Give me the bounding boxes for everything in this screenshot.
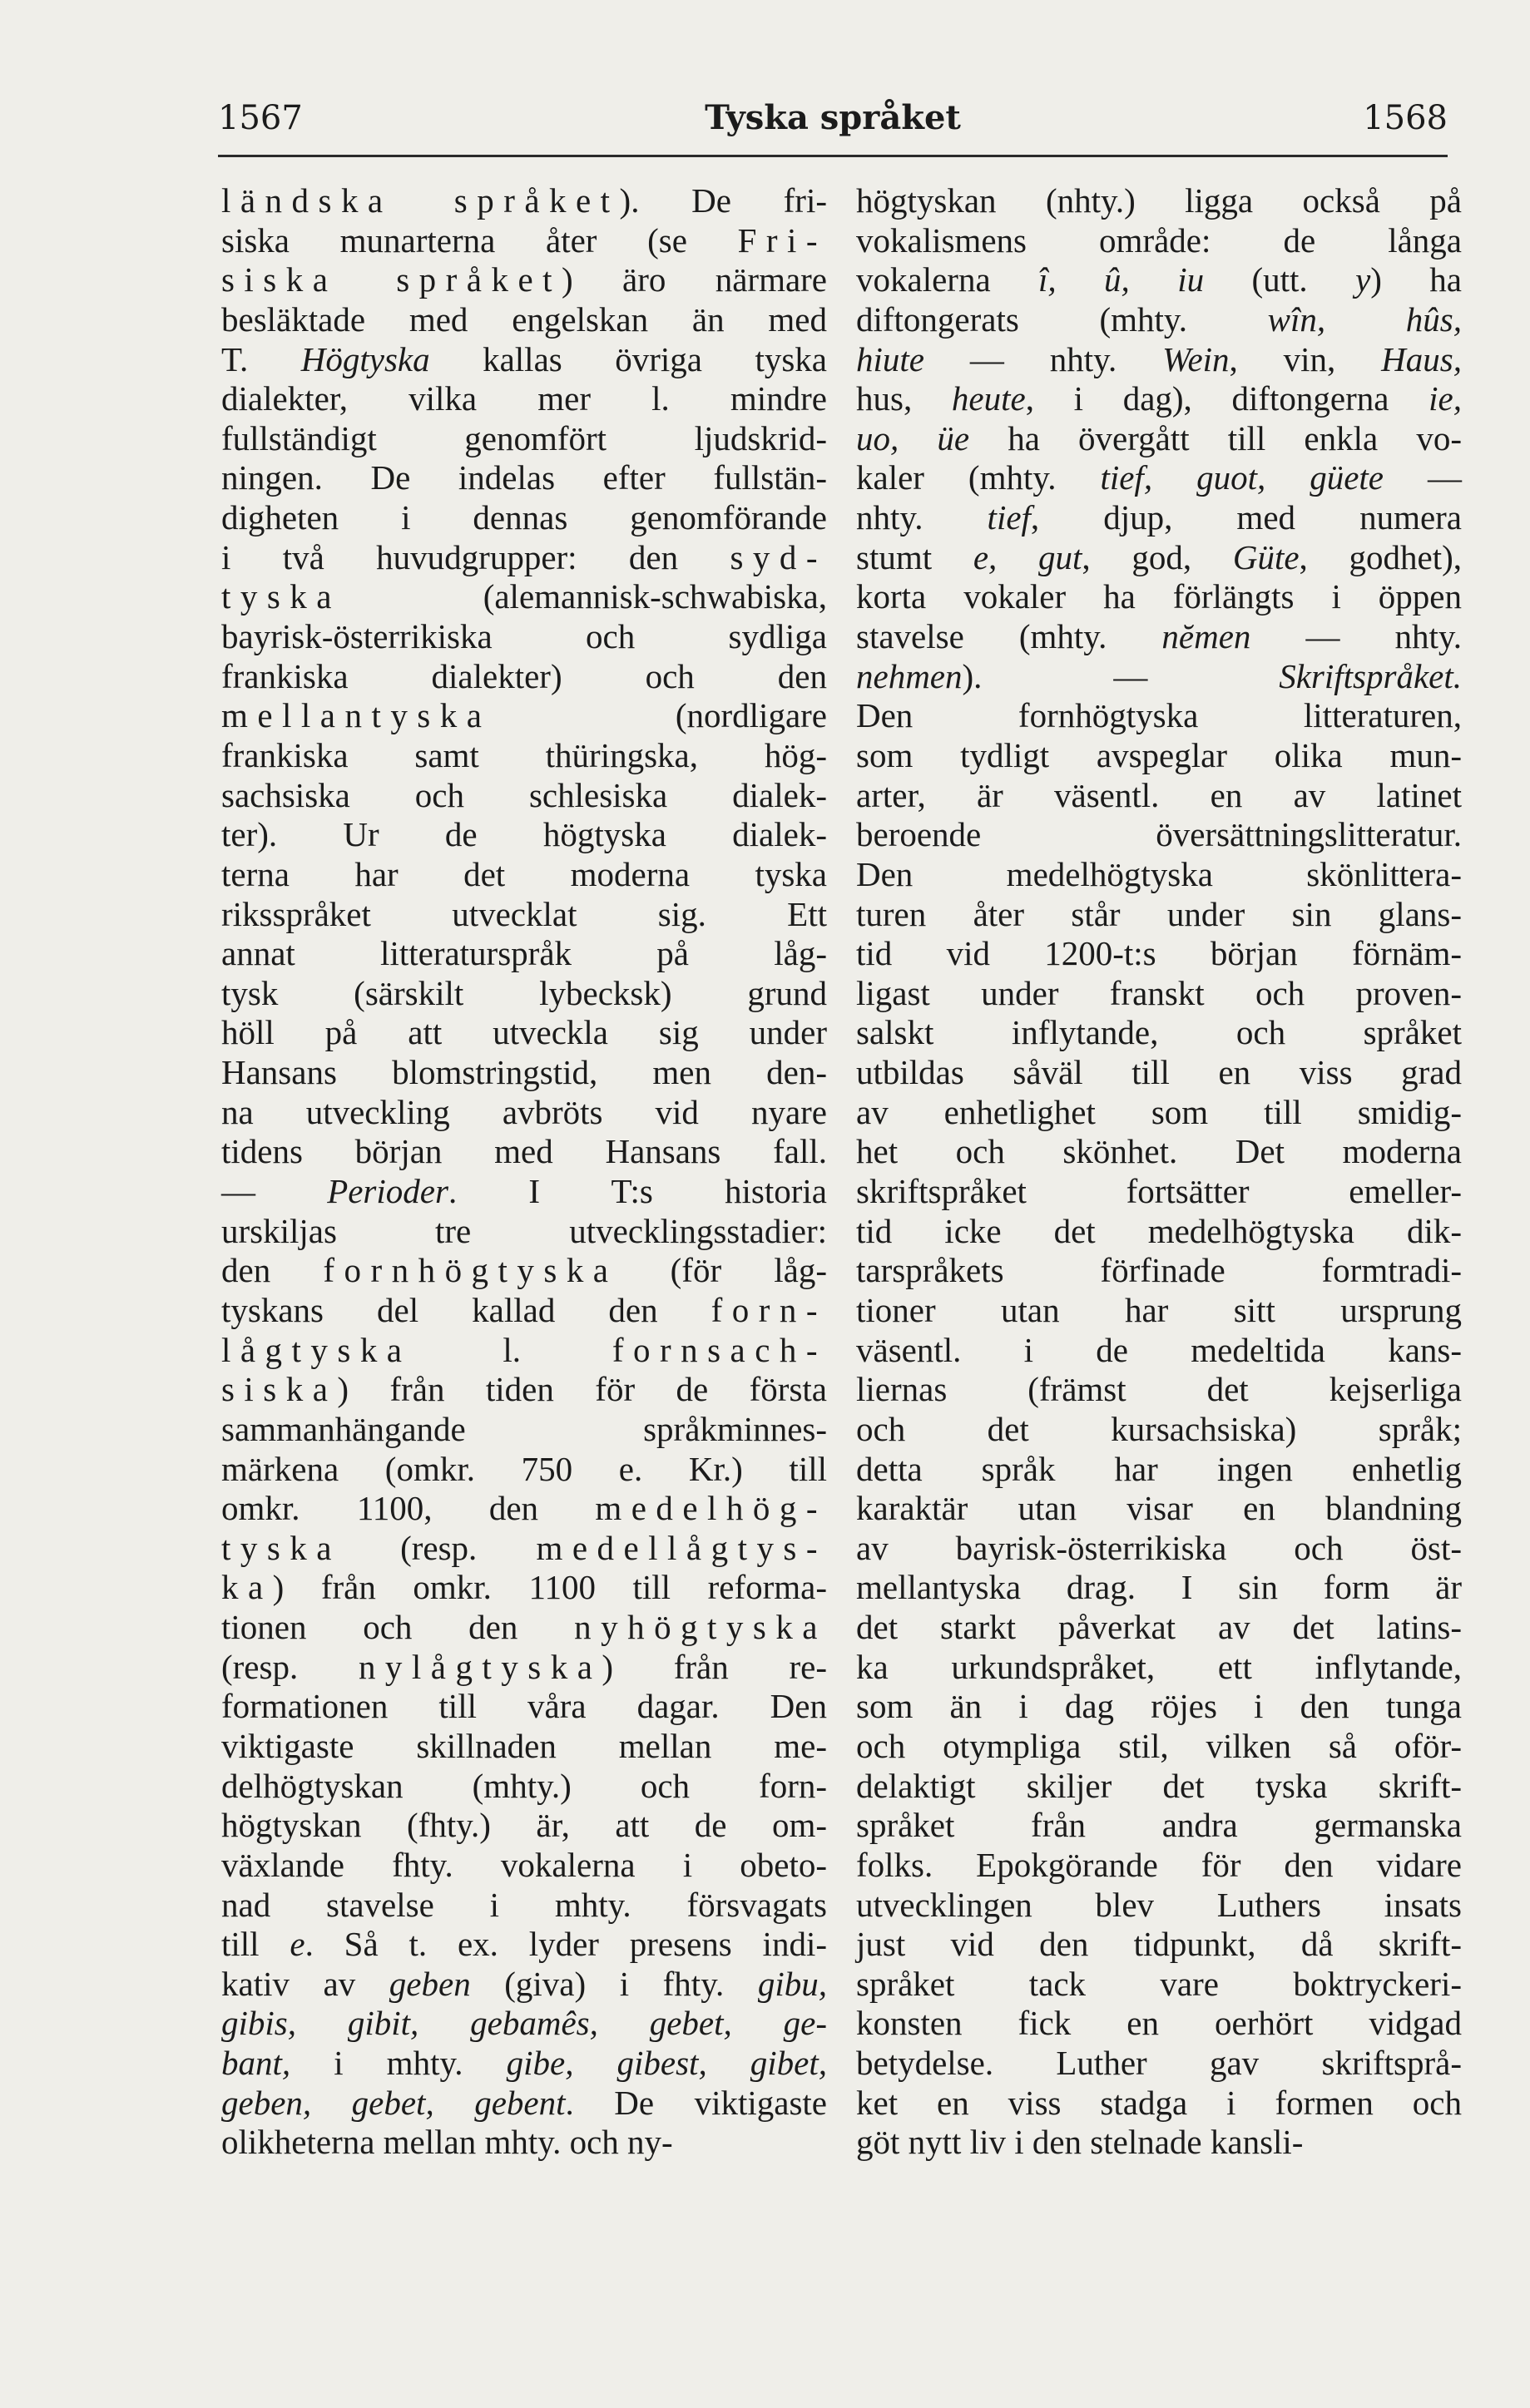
text-line: [856, 617, 1462, 657]
text-segment: ) ha: [1370, 260, 1463, 299]
text-segment: betydelse. Luther gav skriftsprå-: [856, 2044, 1462, 2083]
text-line: [221, 181, 827, 221]
text-line: [856, 1053, 1462, 1093]
text-segment: e: [290, 1925, 305, 1964]
text-segment: Skriftspråket.: [1279, 656, 1462, 695]
text-line: [221, 538, 827, 578]
text-segment: stumt: [856, 537, 973, 576]
text-segment: gibu,: [757, 1964, 827, 2003]
text-line: [856, 657, 1462, 697]
text-segment: tionen och den: [221, 1608, 575, 1647]
text-segment: riksspråket utvecklat sig. Ett: [221, 894, 827, 933]
text-segment: språket tack vare boktryckeri-: [856, 1964, 1462, 2003]
text-line: [221, 340, 827, 380]
text-line: [221, 1093, 827, 1133]
text-segment: nhty.: [856, 498, 988, 537]
text-segment: tid icke det medelhögtyska dik-: [856, 1211, 1462, 1250]
text-segment: den: [221, 1251, 324, 1290]
text-line: [856, 1886, 1462, 1926]
text-segment: tyska: [221, 577, 341, 616]
text-line: [221, 776, 827, 816]
text-line: [221, 1331, 827, 1371]
right-column: [856, 181, 1462, 2163]
text-segment: växlande fhty. vokalerna i obeto-: [221, 1845, 827, 1884]
text-segment: , god,: [1082, 537, 1233, 576]
text-segment: tyska: [221, 1528, 341, 1567]
text-segment: besläktade med engelskan än med: [221, 299, 827, 339]
text-line: [221, 379, 827, 419]
text-segment: utvecklingen blev Luthers insats: [856, 1885, 1462, 1924]
text-segment: konsten fick en oerhört vidgad: [856, 2004, 1462, 2043]
text-line: [856, 974, 1462, 1014]
text-segment: Haus,: [1381, 339, 1462, 378]
text-line: [856, 419, 1462, 459]
text-segment: gibis, gibit, gebamês, gebet, ge-: [221, 2004, 827, 2043]
text-line: [856, 1727, 1462, 1767]
text-segment: hiute: [856, 339, 924, 378]
text-line: [856, 340, 1462, 380]
text-segment: (giva) i fhty.: [470, 1964, 758, 2003]
text-segment: bant,: [221, 2044, 291, 2083]
text-segment: . Så t. ex. lyder presens indi-: [305, 1925, 827, 1964]
text-segment: bayrisk-österrikiska och sydliga: [221, 617, 827, 656]
text-line: [221, 419, 827, 459]
text-segment: medelhög-: [595, 1489, 827, 1528]
text-segment: ie,: [1428, 379, 1462, 418]
text-segment: medellågtys-: [536, 1528, 827, 1567]
text-segment: salskt inflytande, och språket: [856, 1013, 1462, 1052]
text-line: [856, 538, 1462, 578]
text-line: [856, 1648, 1462, 1688]
text-segment: î, û, iu: [1038, 260, 1205, 299]
text-line: [856, 934, 1462, 974]
text-segment: utbildas såväl till en viss grad: [856, 1053, 1462, 1092]
text-line: [221, 1687, 827, 1727]
text-line: [856, 221, 1462, 261]
text-segment: ) äro närmare: [562, 260, 828, 299]
text-line: [856, 1925, 1462, 1965]
text-segment: tioner utan har sitt ursprung: [856, 1290, 1462, 1329]
text-segment: tief, guot, güete: [1100, 458, 1384, 497]
text-segment: Wein: [1162, 339, 1230, 378]
text-segment: l.: [411, 1330, 612, 1369]
text-segment: nehmen: [856, 656, 963, 695]
text-segment: nylågtyska: [358, 1647, 602, 1686]
text-segment: nyhögtyska: [574, 1608, 827, 1647]
text-line: [221, 1172, 827, 1212]
text-line: [221, 1251, 827, 1291]
text-line: [856, 1450, 1462, 1490]
text-segment: (resp.: [221, 1647, 359, 1686]
text-segment: , i dag), diftongerna: [1025, 379, 1429, 418]
text-segment: dialekter, vilka mer l. mindre: [221, 379, 827, 418]
text-segment: omkr. 1100, den: [221, 1489, 596, 1528]
text-segment: terna har det moderna tyska: [221, 854, 827, 893]
text-segment: — nhty.: [923, 339, 1163, 378]
text-segment: ) från tiden för de första: [337, 1370, 827, 1409]
text-segment: till: [221, 1925, 290, 1964]
text-line: [856, 260, 1462, 300]
text-segment: annat litteraturspråk på låg-: [221, 934, 827, 973]
text-line: [856, 1093, 1462, 1133]
text-segment: hus,: [856, 379, 952, 418]
text-line: [221, 1489, 827, 1529]
text-segment: delaktigt skiljer det tyska skrift-: [856, 1766, 1462, 1805]
text-segment: frankiska dialekter) och den: [221, 656, 827, 695]
text-segment: mellantyska drag. I sin form är: [856, 1568, 1462, 1607]
text-segment: tysk (särskilt lybecksk) grund: [221, 973, 827, 1012]
text-line: [856, 1529, 1462, 1569]
text-line: [856, 1172, 1462, 1212]
text-segment: skriftspråket fortsätter emeller-: [856, 1172, 1462, 1211]
text-segment: detta språk har ingen enhetlig: [856, 1449, 1462, 1488]
text-segment: wîn, hûs,: [1267, 299, 1462, 339]
text-segment: Högtyska: [300, 339, 430, 378]
text-segment: ländska språket: [221, 181, 620, 220]
text-line: [856, 1212, 1462, 1252]
left-column: [221, 181, 827, 2163]
text-segment: na utveckling avbröts vid nyare: [221, 1092, 827, 1131]
text-segment: diftongerats (mhty.: [856, 299, 1268, 339]
text-segment: karaktär utan visar en blandning: [856, 1489, 1462, 1528]
text-segment: höll på att utveckla sig under: [221, 1013, 827, 1052]
text-line: [856, 1568, 1462, 1608]
text-line: [221, 617, 827, 657]
text-segment: . I T:s historia: [448, 1172, 827, 1211]
text-segment: gibe, gibest, gibet,: [506, 2044, 827, 2083]
text-segment: av bayrisk-österrikiska och öst-: [856, 1528, 1462, 1567]
text-segment: korta vokaler ha förlängts i öppen: [856, 577, 1462, 616]
text-segment: syd-: [730, 537, 827, 576]
text-line: [221, 696, 827, 736]
text-segment: göt nytt liv i den stelnade kansli-: [856, 2123, 1304, 2162]
text-line: [856, 2123, 1462, 2163]
text-line: [221, 736, 827, 776]
text-segment: y: [1355, 260, 1371, 299]
text-line: [221, 1212, 827, 1252]
text-segment: tyskans del kallad den: [221, 1290, 711, 1329]
text-segment: ningen. De indelas efter fullstän-: [221, 458, 827, 497]
left-page-number: 1567: [218, 99, 303, 137]
text-segment: T.: [221, 339, 301, 378]
text-line: [856, 895, 1462, 935]
text-segment: nĕmen: [1161, 617, 1251, 656]
text-line: [856, 2004, 1462, 2044]
text-line: [856, 1132, 1462, 1172]
text-line: [221, 1132, 827, 1172]
text-segment: tidens början med Hansans fall.: [221, 1132, 827, 1171]
text-segment: e, gut: [973, 537, 1082, 576]
text-line: [221, 1013, 827, 1053]
text-segment: sachsiska och schlesiska dialek-: [221, 775, 827, 814]
text-line: [221, 1291, 827, 1331]
text-segment: fornsach-: [612, 1330, 827, 1369]
text-segment: siska språket: [221, 260, 562, 299]
text-segment: arter, är väsentl. en av latinet: [856, 775, 1462, 814]
text-line: [221, 1410, 827, 1450]
text-line: [221, 458, 827, 498]
text-line: [221, 815, 827, 855]
text-line: [856, 855, 1462, 895]
text-segment: , godhet),: [1299, 537, 1463, 576]
text-segment: (alemannisk-schwabiska,: [340, 577, 827, 616]
text-line: [856, 1331, 1462, 1371]
text-line: [856, 379, 1462, 419]
text-line: [221, 1529, 827, 1569]
text-segment: vokalismens område: de långa: [856, 220, 1462, 260]
text-line: [221, 300, 827, 340]
text-line: [221, 1727, 827, 1767]
text-line: [221, 1450, 827, 1490]
text-segment: geben, gebet, gebent: [221, 2083, 566, 2122]
text-segment: forn-: [711, 1290, 827, 1329]
text-segment: . De viktigaste: [565, 2083, 827, 2122]
text-segment: just vid den tidpunkt, då skrift-: [856, 1925, 1462, 1964]
text-line: [221, 260, 827, 300]
text-segment: liernas (främst det kejserliga: [856, 1370, 1462, 1409]
text-segment: ka: [221, 1568, 273, 1607]
text-segment: heute: [951, 379, 1026, 418]
text-line: [856, 1846, 1462, 1886]
text-line: [856, 1767, 1462, 1807]
text-line: [856, 1806, 1462, 1846]
text-segment: ha övergått till enkla vo-: [969, 418, 1462, 457]
text-line: [221, 1608, 827, 1648]
text-segment: som än i dag röjes i den tunga: [856, 1687, 1462, 1726]
text-segment: högtyskan (fhty.) är, att de om-: [221, 1806, 827, 1845]
text-line: [856, 736, 1462, 776]
text-segment: högtyskan (nhty.) ligga också på: [856, 181, 1462, 220]
text-line: [856, 776, 1462, 816]
text-line: [221, 1965, 827, 2005]
text-segment: kaler (mhty.: [856, 458, 1101, 497]
text-line: [221, 974, 827, 1014]
text-line: [856, 1965, 1462, 2005]
text-line: [221, 895, 827, 935]
text-line: [856, 300, 1462, 340]
text-segment: kallas övriga tyska: [429, 339, 827, 378]
text-segment: , vin,: [1229, 339, 1382, 378]
text-line: [221, 934, 827, 974]
text-segment: Den medelhögtyska skönlittera-: [856, 854, 1462, 893]
text-segment: frankiska samt thüringska, hög-: [221, 735, 827, 774]
text-line: [856, 1608, 1462, 1648]
text-segment: det starkt påverkat av det latins-: [856, 1608, 1462, 1647]
text-line: [221, 1370, 827, 1410]
text-line: [221, 855, 827, 895]
text-segment: och otympliga stil, vilken så oför-: [856, 1726, 1462, 1765]
text-segment: ket en viss stadga i formen och: [856, 2083, 1462, 2122]
text-segment: ) från omkr. 1100 till reforma-: [272, 1568, 827, 1607]
text-line: [856, 696, 1462, 736]
text-segment: Den fornhögtyska litteraturen,: [856, 696, 1462, 735]
text-segment: viktigaste skillnaden mellan me-: [221, 1726, 827, 1765]
text-line: [221, 1767, 827, 1807]
text-segment: Fri-: [737, 220, 827, 260]
text-segment: tarspråkets förfinade formtradi-: [856, 1251, 1462, 1290]
text-segment: (nordligare: [491, 696, 827, 735]
text-segment: fornhögtyska: [323, 1251, 618, 1290]
text-segment: ). —: [962, 656, 1280, 695]
text-segment: siska munarterna åter (se: [221, 220, 738, 260]
text-line: [856, 181, 1462, 221]
text-segment: märkena (omkr. 750 e. Kr.) till: [221, 1449, 827, 1488]
text-segment: folks. Epokgörande för den vidare: [856, 1845, 1462, 1884]
text-line: [221, 1568, 827, 1608]
text-segment: urskiljas tre utvecklingsstadier:: [221, 1211, 827, 1250]
text-segment: delhögtyskan (mhty.) och forn-: [221, 1766, 827, 1805]
running-title: Tyska språket: [705, 98, 961, 137]
text-segment: ter). Ur de högtyska dialek-: [221, 815, 827, 854]
text-segment: , djup, med numera: [1030, 498, 1463, 537]
text-segment: väsentl. i de medeltida kans-: [856, 1330, 1462, 1369]
text-line: [221, 1886, 827, 1926]
text-segment: vokalerna: [856, 260, 1039, 299]
text-segment: i mhty.: [290, 2044, 507, 2083]
text-segment: (resp.: [340, 1528, 537, 1567]
text-segment: stavelse (mhty.: [856, 617, 1162, 656]
text-segment: nad stavelse i mhty. försvagats: [221, 1885, 827, 1924]
text-segment: i två huvudgrupper: den: [221, 537, 730, 576]
text-segment: ka urkundspråket, ett inflytande,: [856, 1647, 1462, 1686]
text-line: [221, 2123, 827, 2163]
header-rule: [218, 155, 1448, 157]
text-line: [221, 657, 827, 697]
text-segment: olikheterna mellan mhty. och ny-: [221, 2123, 673, 2162]
text-line: [221, 1806, 827, 1846]
text-segment: digheten i dennas genomförande: [221, 498, 827, 537]
text-line: [221, 221, 827, 261]
text-segment: mellantyska: [221, 696, 492, 735]
text-line: [856, 1410, 1462, 1450]
text-segment: lågtyska: [221, 1330, 412, 1369]
text-line: [856, 815, 1462, 855]
text-segment: sammanhängande språkminnes-: [221, 1409, 827, 1448]
text-line: [221, 498, 827, 538]
right-page-number: 1568: [1363, 99, 1448, 137]
text-segment: ) från re-: [602, 1647, 827, 1686]
text-segment: geben: [389, 1964, 471, 2003]
text-line: [221, 1846, 827, 1886]
text-line: [856, 2084, 1462, 2124]
text-segment: språket från andra germanska: [856, 1806, 1462, 1845]
text-line: [856, 1251, 1462, 1291]
text-line: [856, 577, 1462, 617]
text-line: [221, 577, 827, 617]
text-segment: som tydligt avspeglar olika mun-: [856, 735, 1462, 774]
text-segment: tid vid 1200-t:s början förnäm-: [856, 934, 1462, 973]
text-line: [221, 2004, 827, 2044]
text-line: [856, 1489, 1462, 1529]
text-segment: och det kursachsiska) språk;: [856, 1409, 1462, 1448]
text-line: [856, 498, 1462, 538]
text-segment: Hansans blomstringstid, men den-: [221, 1053, 827, 1092]
text-segment: (för låg-: [617, 1251, 827, 1290]
text-segment: turen åter står under sin glans-: [856, 894, 1462, 933]
text-segment: het och skönhet. Det moderna: [856, 1132, 1462, 1171]
text-segment: formationen till våra dagar. Den: [221, 1687, 827, 1726]
text-line: [221, 2084, 827, 2124]
text-segment: Perioder: [327, 1172, 448, 1211]
text-line: [856, 1687, 1462, 1727]
text-segment: —: [1384, 458, 1462, 497]
text-segment: ligast under franskt och proven-: [856, 973, 1462, 1012]
text-line: [221, 2044, 827, 2084]
text-segment: — nhty.: [1250, 617, 1462, 656]
text-segment: beroende översättningslitteratur.: [856, 815, 1462, 854]
text-segment: (utt.: [1204, 260, 1356, 299]
page-header: [218, 93, 1448, 143]
text-line: [856, 2044, 1462, 2084]
text-segment: av enhetlighet som till smidig-: [856, 1092, 1462, 1131]
text-line: [221, 1053, 827, 1093]
text-line: [221, 1648, 827, 1688]
text-line: [856, 1370, 1462, 1410]
text-segment: —: [221, 1172, 328, 1211]
text-line: [856, 1291, 1462, 1331]
text-segment: kativ av: [221, 1964, 389, 2003]
text-segment: siska: [221, 1370, 338, 1409]
text-line: [221, 1925, 827, 1965]
text-segment: fullständigt genomfört ljudskrid-: [221, 418, 827, 457]
text-segment: ). De fri-: [619, 181, 828, 220]
text-line: [856, 458, 1462, 498]
text-segment: uo, üe: [856, 418, 970, 457]
text-line: [856, 1013, 1462, 1053]
text-segment: Güte: [1232, 537, 1300, 576]
text-segment: tief: [987, 498, 1031, 537]
